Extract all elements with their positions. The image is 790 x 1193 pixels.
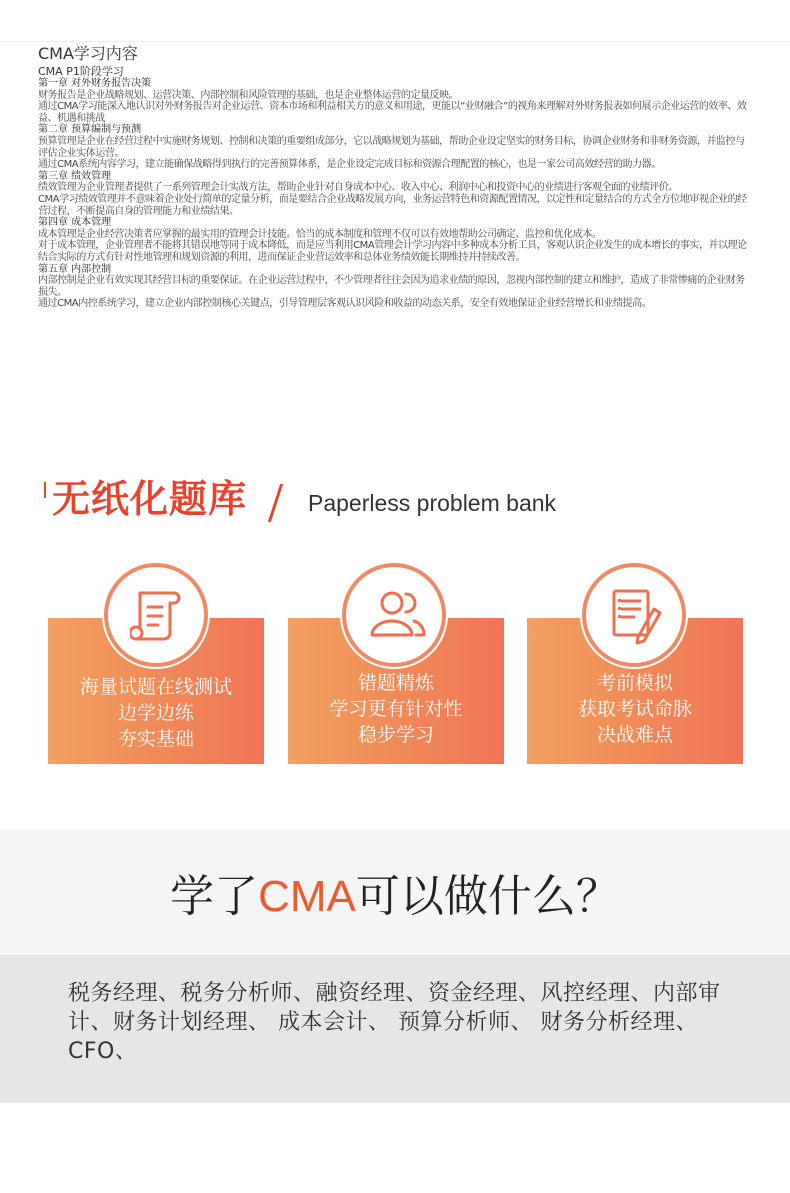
career-list-text: 税务经理、税务分析师、融资经理、资金经理、风控经理、内部审计、财务计划经理、 成本会计、 预算分析师、 财务分析经理、 CFO、 <box>68 981 721 1064</box>
chapter-paragraph: 财务报告是企业战略规划、运营决策、内部控制和风险管理的基础，也是企业整体运营的定量反映。 <box>38 89 459 101</box>
chapter-paragraph: CMA学习绩效管理并不意味着企业处行简单的定量分析，而是要结合企业战略发展方向，业务运营特色和资源配置情况，以定性和定量结合的方式全方位地审视企业的经营过程，不断提高自身的管理能力和业绩结果。 <box>38 193 747 217</box>
study-content <box>38 44 754 310</box>
card-line: 考前模拟 <box>596 672 673 694</box>
chapter-title: 第五章 内部控制 <box>38 263 112 275</box>
study-content-section <box>0 42 790 450</box>
chapter-4 <box>38 217 754 263</box>
study-subtitle: CMA P1阶段学习 <box>38 65 124 78</box>
card-line: 海量试题在线测试 <box>79 676 232 698</box>
chapter-paragraph: 内部控制是企业有效实现其经营目标的重要保证。在企业运营过程中，不少管理者往往会因为追求业绩的原因，忽视内部控制的建立和维护，造成了非常惨痛的企业财务损失。 <box>38 275 745 298</box>
career-section <box>0 830 790 1102</box>
chapter-3 <box>38 171 754 217</box>
career-title-prefix: 学了 <box>170 871 259 922</box>
bank-title-cn: 无纸化题库 <box>52 477 248 521</box>
card-line: 决战难点 <box>596 724 673 746</box>
chapter-1 <box>38 78 754 124</box>
top-band <box>0 0 790 42</box>
chapter-paragraph: 通过CMA系统内容学习，建立能确保战略得到执行的完善预算体系，是企业设定完成目标和资源合理配置的核心，也是一家公司高效经营的助力器。 <box>38 159 661 171</box>
study-title: CMA学习内容 <box>38 44 138 63</box>
chapter-title: 第二章 预算编制与预测 <box>38 124 142 136</box>
career-title <box>0 868 790 926</box>
chapter-title: 第四章 成本管理 <box>38 217 112 229</box>
chapter-paragraph: 预算管理是企业在经营过程中实施财务规划、控制和决策的重要组成部分，它以战略规划为基础，帮助企业设定坚实的财务目标，协调企业财务和非财务资源，并监控与评估企业实体运营。 <box>38 135 745 159</box>
chapter-5 <box>38 264 754 310</box>
chapter-paragraph: 绩效管理为企业管理者提供了一系列管理会计实战方法，帮助企业针对自身成本中心、收入中心、利润中心和投资中心的业绩进行客观全面的业绩评价。 <box>38 182 678 194</box>
chapter-paragraph: 成本管理是企业经营决策者应掌握的最实用的管理会计技能。恰当的成本制度和管理不仅可以有效地帮助公司确定、监控和优化成本。 <box>38 228 602 240</box>
bank-heading <box>44 478 764 528</box>
card-line: 夯实基础 <box>117 728 194 750</box>
users-icon <box>342 563 446 667</box>
chapter-title: 第三章 绩效管理 <box>38 170 112 182</box>
card-line: 边学边练 <box>117 702 194 724</box>
exam-paper-pen-icon <box>582 563 686 667</box>
career-body <box>0 955 790 1103</box>
career-title-suffix: 可以做什么？ <box>355 871 620 922</box>
heading-slash <box>268 484 283 522</box>
paperless-bank-section <box>0 450 790 830</box>
scroll-icon <box>104 563 208 667</box>
chapter-title: 第一章 对外财务报告决策 <box>38 78 152 89</box>
card-line: 错题精炼 <box>357 672 434 694</box>
bank-title-en: Paperless problem bank <box>308 490 557 516</box>
chapter-2 <box>38 124 754 170</box>
chapter-paragraph: 通过CMA内控系统学习，建立企业内部控制核心关键点，引导管理层客观认识风险和收益的动态关系，安全有效地保证企业经营增长和业绩提高。 <box>38 298 652 310</box>
card-line: 获取考试命脉 <box>577 698 692 720</box>
career-title-accent: CMA <box>258 872 356 921</box>
chapter-paragraph: 通过CMA学习能深入地认识对外财务报告对企业运营、资本市场和利益相关方的意义和用途，更能以“业财融合”的视角来理解对外财务报表如何展示企业运营的效率、效益、机遇和挑战 <box>38 101 747 124</box>
chapter-paragraph: 对于成本管理，企业管理者不能将其错误地等同于成本降低，而是应当利用CMA管理会计学习内容中多种成本分析工具，客观认识企业发生的成本增长的事实，并以理论结合实际的方式有针对性地管理和规划资源的利用，进而保证企业营运效率和总体业务绩效能长期维持并持续改善。 <box>38 240 747 263</box>
card-line: 稳步学习 <box>357 724 434 746</box>
card-line: 学习更有针对性 <box>329 698 463 720</box>
heading-accent-bar <box>44 482 46 498</box>
